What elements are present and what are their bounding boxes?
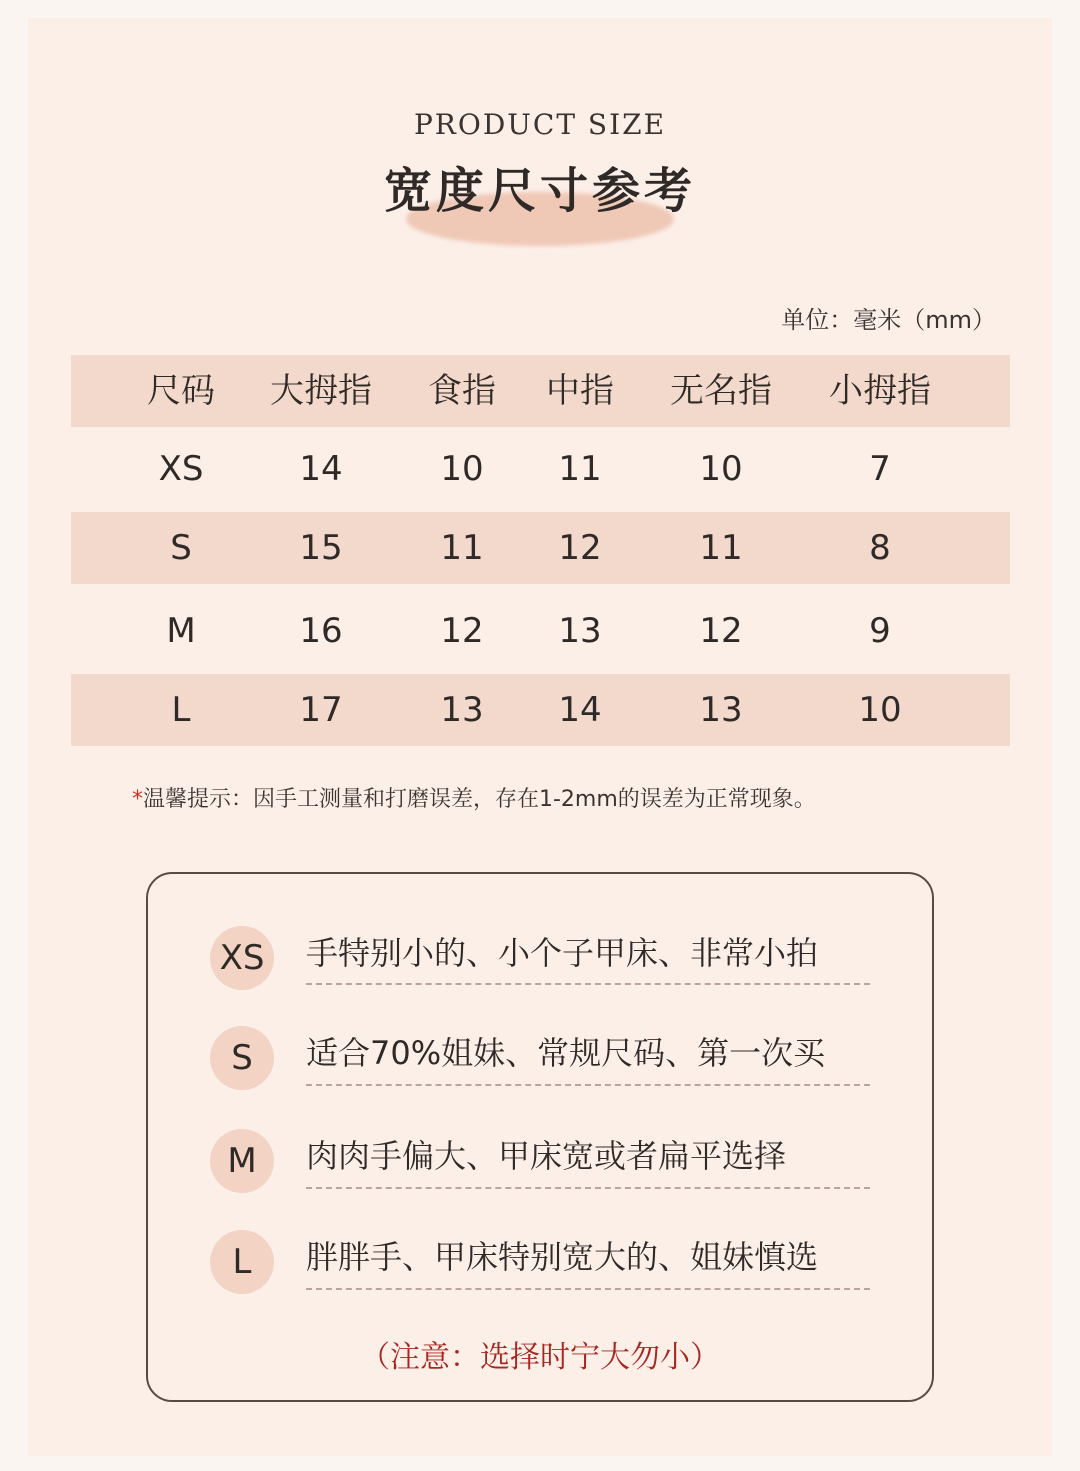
table-cell: 10 xyxy=(440,449,484,489)
table-cell: 9 xyxy=(869,611,891,651)
table-cell: 14 xyxy=(558,690,602,730)
divider xyxy=(306,983,870,985)
column-header-ring: 无名指 xyxy=(670,371,772,411)
size-desc-m: 肉肉手偏大、甲床宽或者扁平选择 xyxy=(306,1137,787,1175)
table-cell: 8 xyxy=(869,528,891,568)
caution-text: （注意：选择时宁大勿小） xyxy=(360,1340,720,1375)
column-header-size: 尺码 xyxy=(147,371,215,411)
table-cell: 12 xyxy=(558,528,602,568)
column-header-pinky: 小拇指 xyxy=(829,371,931,411)
measurement-note xyxy=(132,782,816,813)
table-cell: L xyxy=(171,690,191,730)
table-cell: XS xyxy=(158,449,204,489)
size-badge-s: S xyxy=(210,1026,274,1090)
unit-label: 单位：毫米（mm） xyxy=(781,306,996,334)
table-cell: 13 xyxy=(440,690,484,730)
column-header-index: 食指 xyxy=(428,371,496,411)
table-cell: 17 xyxy=(299,690,343,730)
table-cell: 16 xyxy=(299,611,343,651)
table-cell: M xyxy=(166,611,196,651)
table-row xyxy=(71,512,1010,584)
table-cell: 10 xyxy=(699,449,743,489)
page-title: 宽度尺寸参考 xyxy=(383,163,696,219)
table-row xyxy=(71,433,1010,505)
table-cell: 13 xyxy=(699,690,743,730)
table-header-row xyxy=(71,355,1010,427)
size-badge-l: L xyxy=(210,1230,274,1294)
column-header-middle: 中指 xyxy=(546,371,614,411)
table-row xyxy=(71,595,1010,667)
size-desc-l: 胖胖手、甲床特别宽大的、姐妹慎选 xyxy=(306,1238,819,1276)
table-cell: 11 xyxy=(558,449,602,489)
note-asterisk: * xyxy=(132,787,143,812)
divider xyxy=(306,1084,870,1086)
table-cell: S xyxy=(170,528,192,568)
table-cell: 12 xyxy=(440,611,484,651)
table-cell: 13 xyxy=(558,611,602,651)
note-text: 温馨提示：因手工测量和打磨误差，存在1-2mm的误差为正常现象。 xyxy=(143,787,816,812)
divider xyxy=(306,1187,870,1189)
divider xyxy=(306,1288,870,1290)
table-cell: 14 xyxy=(299,449,343,489)
column-header-thumb: 大拇指 xyxy=(270,371,372,411)
size-desc-xs: 手特别小的、小个子甲床、非常小拍 xyxy=(306,934,819,972)
table-cell: 11 xyxy=(440,528,484,568)
table-cell: 15 xyxy=(299,528,343,568)
size-badge-xs: XS xyxy=(210,926,274,990)
table-cell: 10 xyxy=(858,690,902,730)
table-row xyxy=(71,674,1010,746)
eyebrow-text: PRODUCT SIZE xyxy=(413,108,667,141)
size-badge-m: M xyxy=(210,1129,274,1193)
table-cell: 12 xyxy=(699,611,743,651)
table-cell: 7 xyxy=(869,449,891,489)
size-desc-s: 适合70%姐妹、常规尺码、第一次买 xyxy=(306,1034,826,1072)
table-cell: 11 xyxy=(699,528,743,568)
